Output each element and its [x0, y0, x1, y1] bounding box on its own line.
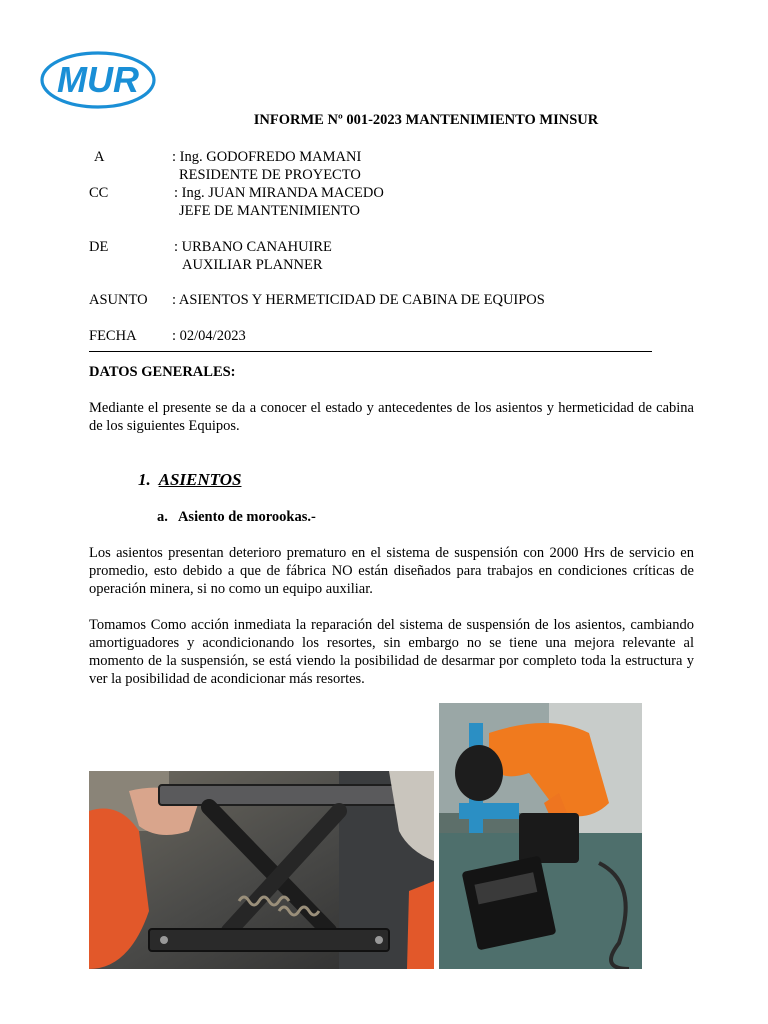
company-logo — [40, 50, 156, 110]
de-line1: : URBANO CANAHUIRE — [174, 239, 332, 255]
datos-generales-heading: DATOS GENERALES: — [89, 364, 236, 380]
de-line2: AUXILIAR PLANNER — [182, 257, 323, 273]
seat-suspension-photo — [89, 771, 434, 969]
section-1-number: 1. — [138, 470, 151, 489]
datos-generales-text: Mediante el presente se da a conocer el estado y antecedentes de los asientos y hermeticidad de cabina de los siguientes Equipos. — [89, 400, 694, 434]
header-divider — [89, 351, 652, 352]
worker-repair-photo — [439, 703, 642, 969]
subsection-a-letter: a. — [157, 509, 168, 525]
cc-line2: JEFE DE MANTENIMIENTO — [179, 203, 360, 219]
report-title: INFORME Nº 001-2023 MANTENIMIENTO MINSUR — [253, 112, 599, 128]
a-line1: : Ing. GODOFREDO MAMANI — [172, 149, 362, 165]
a-label: A — [94, 149, 105, 165]
section-1-heading — [138, 470, 241, 490]
logo-text: MUR — [57, 59, 139, 100]
subsection-a-title: Asiento de morookas.- — [177, 509, 316, 525]
fecha-label: FECHA — [89, 328, 137, 344]
subsection-a-heading — [157, 509, 316, 526]
a-line2: RESIDENTE DE PROYECTO — [179, 167, 361, 183]
section-1-title: ASIENTOS — [158, 470, 242, 489]
cc-label: CC — [89, 185, 109, 201]
cc-line1: : Ing. JUAN MIRANDA MACEDO — [174, 185, 384, 201]
asunto-value: : ASIENTOS Y HERMETICIDAD DE CABINA DE EQUIPOS — [172, 292, 545, 308]
fecha-value: : 02/04/2023 — [172, 328, 246, 344]
paragraph-1: Los asientos presentan deterioro prematuro en el sistema de suspensión con 2000 Hrs de servicio en promedio, esto debido a que de fábrica NO están diseñados para trabajos en condiciones críticas de operación minera, si no como un equipo auxiliar. — [89, 545, 694, 597]
asunto-label: ASUNTO — [89, 292, 148, 308]
paragraph-2: Tomamos Como acción inmediata la reparación del sistema de suspensión de los asientos, cambiando amortiguadores y acondicionando los resortes, sin embargo no se tiene una mejora relevante al momento de la suspensión, se está viendo la posibilidad de desarmar por completo toda la estructura y ver la posibilidad de acondicionar más resortes. — [89, 617, 694, 687]
de-label: DE — [89, 239, 109, 255]
